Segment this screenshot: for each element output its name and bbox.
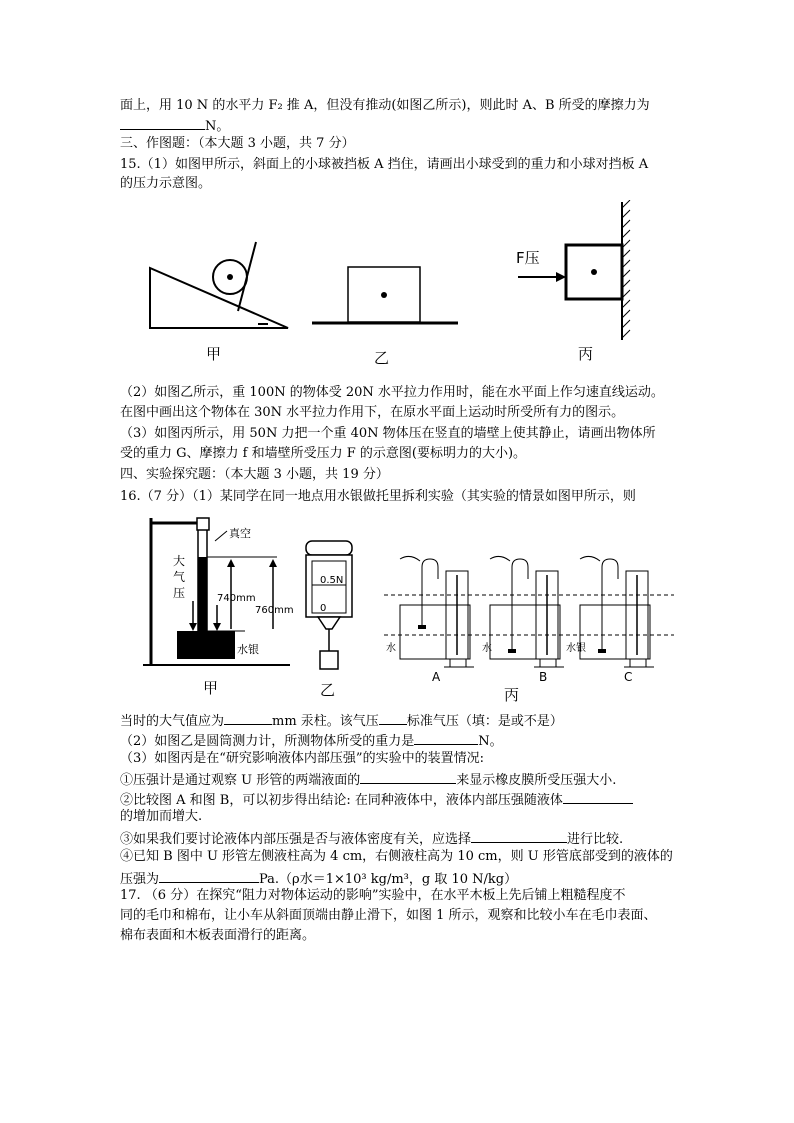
text-line-2 xyxy=(120,115,680,136)
figure-manometers xyxy=(384,555,674,685)
question-15-3-cont: 受的重力 G、摩擦力 f 和墙壁所受压力 F 的示意图(要标明力的大小)。 xyxy=(120,446,527,461)
label-mercury-c: 水银 xyxy=(566,643,586,654)
question-15-2-cont: 在图中画出这个物体在 30N 水平拉力作用下，在原水平面上运动时所受所有力的图示。 xyxy=(120,405,625,420)
caption-jia-2: 甲 xyxy=(203,679,219,697)
answer-blank[interactable] xyxy=(471,828,567,843)
answer-blank[interactable] xyxy=(379,710,407,725)
label-mercury: 水银 xyxy=(237,643,259,656)
section-heading-3: 三、作图题：（本大题 3 小题，共 7 分） xyxy=(120,136,355,151)
figure-incline-ball xyxy=(140,240,300,340)
label-760: 760mm xyxy=(255,605,294,616)
answer-blank[interactable] xyxy=(360,769,456,784)
answer-blank[interactable] xyxy=(120,115,205,130)
label-atm-3: 压 xyxy=(173,586,186,600)
caption-jia: 甲 xyxy=(206,345,222,363)
question-15-1-cont: 的压力示意图。 xyxy=(120,176,212,191)
question-16-3-4: ④已知 B 图中 U 形管左侧液柱高为 4 cm，右侧液柱高为 10 cm，则 U 形管底部受到的液体的 xyxy=(120,849,673,864)
text-line-1: 面上，用 10 N 的水平力 F₂ 推 A，但没有推动(如图乙所示)，则此时 A、B 所受的摩擦力为 xyxy=(120,98,650,113)
caption-bing-2: 丙 xyxy=(504,686,520,704)
caption-bing: 丙 xyxy=(578,345,594,363)
question-15-3: （3）如图丙所示，用 50N 力把一个重 40N 物体压在竖直的墙壁上使其静止，请画出物体所 xyxy=(120,426,656,441)
label-water-b: 水 xyxy=(482,643,492,654)
question-16-3-3: ③如果我们要讨论液体内部压强是否与液体密度有关，应选择 进行比较. xyxy=(120,828,680,849)
question-16-1: 16.（7 分）（1）某同学在同一地点用水银做托里拆利实验（其实验的情景如图甲所示，则 xyxy=(120,489,636,504)
answer-blank[interactable] xyxy=(224,710,272,725)
label-c: C xyxy=(624,670,633,684)
unit-text: N。 xyxy=(205,119,230,134)
caption-yi: 乙 xyxy=(374,349,390,367)
question-16-3-2: ②比较图 A 和图 B，可以初步得出结论: 在同种液体中，液体内部压强随液体 xyxy=(120,789,680,810)
section-heading-4: 四、实验探究题：（本大题 3 小题，共 19 分） xyxy=(120,467,389,482)
force-label: F压 xyxy=(516,249,540,267)
question-15-1: 15.（1）如图甲所示，斜面上的小球被挡板 A 挡住，请画出小球受到的重力和小球对挡板 A xyxy=(120,157,649,172)
question-16-3-4-cont: 压强为 Pa.（ρ水＝1×10³ kg/m³，g 取 10 N/kg） xyxy=(120,868,680,889)
figure-box-wall xyxy=(510,200,650,340)
label-water-a: 水 xyxy=(386,643,396,654)
figure-spring-scale xyxy=(298,537,368,677)
label-b: B xyxy=(539,670,548,684)
question-16-3: （3）如图丙是在“研究影响液体内部压强”的实验中的装置情况: xyxy=(120,751,484,766)
label-0-5n: 0.5N xyxy=(320,575,344,586)
question-16-3-1: ①压强计是通过观察 U 形管的两端液面的 来显示橡皮膜所受压强大小. xyxy=(120,769,680,790)
label-atm-1: 大 xyxy=(173,554,186,568)
question-16-1-cont: 当时的大气值应为 mm 汞柱。该气压 标准气压（填：是或不是） xyxy=(120,710,680,731)
answer-blank[interactable] xyxy=(159,868,259,883)
figure-torricelli xyxy=(135,513,295,673)
label-740: 740mm xyxy=(217,593,256,604)
question-17-cont-2: 棉布表面和木板表面滑行的距离。 xyxy=(120,928,316,943)
figure-box-ground xyxy=(310,262,460,332)
answer-blank[interactable] xyxy=(414,730,478,745)
label-a: A xyxy=(432,670,441,684)
question-17-cont: 同的毛巾和棉布，让小车从斜面顶端由静止滑下，如图 1 所示，观察和比较小车在毛巾表面、 xyxy=(120,908,657,923)
label-atm-2: 气 xyxy=(173,570,186,584)
question-17: 17. （6 分）在探究“阻力对物体运动的影响”实验中，在水平木板上先后铺上粗糙程度不 xyxy=(120,888,626,903)
label-vacuum: 真空 xyxy=(229,527,251,540)
label-zero: 0 xyxy=(320,603,327,614)
question-16-2: （2）如图乙是圆筒测力计，所测物体所受的重力是 N。 xyxy=(120,730,680,751)
question-15-2: （2）如图乙所示，重 100N 的物体受 20N 水平拉力作用时，能在水平面上作匀速直线运动。 xyxy=(120,385,664,400)
question-16-3-2-cont: 的增加而增大. xyxy=(120,809,203,824)
answer-blank[interactable] xyxy=(563,789,633,804)
caption-yi-2: 乙 xyxy=(320,681,336,699)
